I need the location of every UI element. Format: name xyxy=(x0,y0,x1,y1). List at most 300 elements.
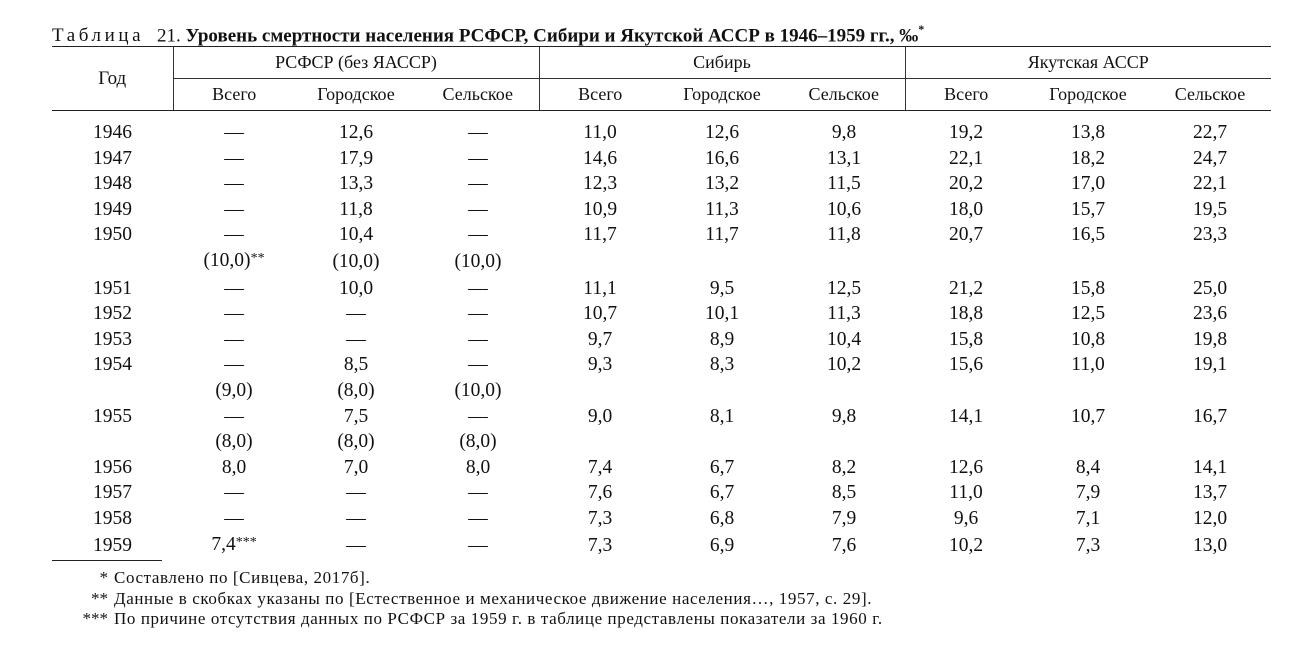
cell-value: 10,7 xyxy=(1070,405,1106,427)
value-cell xyxy=(783,506,905,532)
cell-value: 7,6 xyxy=(587,482,613,504)
cell-value: 11,8 xyxy=(827,224,861,246)
cell-value: — xyxy=(224,224,244,246)
cell-value: 19,1 xyxy=(1192,354,1228,376)
cell-value: — xyxy=(224,173,244,195)
cell-value: 10,1 xyxy=(704,303,740,325)
cell-value: 25,0 xyxy=(1192,277,1228,299)
cell-value: — xyxy=(468,198,488,220)
value-cell xyxy=(1027,301,1149,327)
cell-value: 19,5 xyxy=(1192,198,1228,220)
cell-value: 10,4 xyxy=(826,328,862,350)
value-cell xyxy=(783,455,905,481)
subcol-header: Городское xyxy=(1027,79,1149,111)
cell-value: 16,7 xyxy=(1192,405,1228,427)
cell-value: 14,1 xyxy=(1192,456,1228,478)
value-cell xyxy=(295,506,417,532)
value-cell xyxy=(417,506,539,532)
cell-value: 13,7 xyxy=(1192,482,1228,504)
cell-value: 9,6 xyxy=(953,507,979,529)
value-cell xyxy=(295,404,417,430)
value-cell xyxy=(539,506,661,532)
value-cell xyxy=(295,480,417,506)
cell-value: 11,0 xyxy=(949,482,983,504)
value-cell xyxy=(1027,455,1149,481)
value-cell xyxy=(417,327,539,353)
value-cell xyxy=(661,222,783,248)
value-cell xyxy=(661,378,783,404)
value-cell xyxy=(417,248,539,276)
cell-value: — xyxy=(468,507,488,529)
subcol-header: Сельское xyxy=(417,79,539,111)
cell-value: 6,7 xyxy=(709,482,735,504)
value-cell xyxy=(539,429,661,455)
value-cell xyxy=(295,301,417,327)
value-cell xyxy=(661,404,783,430)
value-cell xyxy=(1149,327,1271,353)
value-cell xyxy=(295,532,417,560)
subcol-header: Всего xyxy=(173,79,295,111)
group-header-yakut: Якутская АССР xyxy=(905,47,1271,79)
cell-value: (10,0) xyxy=(454,379,502,401)
cell-value: 18,2 xyxy=(1070,147,1106,169)
cell-value: 13,8 xyxy=(1070,122,1106,143)
value-cell xyxy=(173,429,295,455)
value-cell xyxy=(173,532,295,560)
value-cell xyxy=(905,171,1027,197)
value-cell xyxy=(173,248,295,276)
value-cell xyxy=(783,404,905,430)
value-cell xyxy=(1149,506,1271,532)
value-cell xyxy=(539,248,661,276)
value-cell xyxy=(661,327,783,353)
cell-value: 23,3 xyxy=(1192,224,1228,246)
cell-value: 9,8 xyxy=(831,405,857,427)
value-cell xyxy=(1149,429,1271,455)
value-cell xyxy=(661,429,783,455)
value-cell xyxy=(1027,197,1149,223)
year-cell: 1957 xyxy=(93,482,132,504)
table-row xyxy=(52,480,1271,506)
value-cell xyxy=(417,222,539,248)
table-row xyxy=(52,171,1271,197)
group-header-siberia: Сибирь xyxy=(539,47,905,79)
cell-value: 6,8 xyxy=(709,507,735,529)
cell-value: (8,0) xyxy=(337,431,375,453)
cell-value: 13,0 xyxy=(1192,534,1228,556)
value-cell xyxy=(661,506,783,532)
value-cell xyxy=(905,506,1027,532)
cell-value: 8,2 xyxy=(831,456,857,478)
value-cell xyxy=(1027,111,1149,146)
value-cell xyxy=(539,352,661,378)
value-cell xyxy=(539,404,661,430)
value-cell xyxy=(539,455,661,481)
cell-value: 13,3 xyxy=(338,173,374,195)
year-cell: 1951 xyxy=(93,277,132,299)
value-cell xyxy=(173,111,295,146)
cell-value: 22,1 xyxy=(1192,173,1228,195)
value-cell xyxy=(1149,455,1271,481)
cell-value: — xyxy=(224,482,244,504)
value-cell xyxy=(539,171,661,197)
value-cell xyxy=(417,429,539,455)
cell-value: — xyxy=(468,147,488,169)
cell-value: 8,9 xyxy=(709,328,735,350)
year-cell: 1959 xyxy=(93,534,132,556)
value-cell xyxy=(905,429,1027,455)
cell-value: 20,7 xyxy=(948,224,984,246)
value-cell xyxy=(539,327,661,353)
cell-value: 11,1 xyxy=(583,277,617,299)
footnote-ref: *** xyxy=(235,534,257,550)
cell-value: — xyxy=(346,507,366,529)
subcol-header: Сельское xyxy=(783,79,905,111)
value-cell xyxy=(905,248,1027,276)
cell-value: 15,6 xyxy=(948,354,984,376)
cell-value: 11,8 xyxy=(339,198,373,220)
cell-value: 15,7 xyxy=(1070,198,1106,220)
cell-value: — xyxy=(224,354,244,376)
value-cell xyxy=(295,171,417,197)
cell-value: 7,0 xyxy=(343,456,369,478)
cell-value: 22,1 xyxy=(948,147,984,169)
cell-value: (10,0) xyxy=(454,250,502,272)
cell-value: 12,6 xyxy=(704,122,740,143)
footnote xyxy=(52,589,1152,610)
value-cell xyxy=(905,222,1027,248)
cell-value: — xyxy=(224,122,244,143)
value-cell xyxy=(783,327,905,353)
value-cell xyxy=(417,378,539,404)
cell-value: — xyxy=(224,507,244,529)
mortality-table xyxy=(52,46,1271,559)
cell-value: 16,6 xyxy=(704,147,740,169)
value-cell xyxy=(1149,197,1271,223)
value-cell xyxy=(173,197,295,223)
value-cell xyxy=(539,111,661,146)
table-row xyxy=(52,197,1271,223)
cell-value: — xyxy=(468,534,488,556)
value-cell xyxy=(1149,480,1271,506)
value-cell xyxy=(417,276,539,302)
cell-value: — xyxy=(468,303,488,325)
cell-value: 10,0 xyxy=(338,277,374,299)
cell-value: 15,8 xyxy=(1070,277,1106,299)
cell-value: 9,5 xyxy=(709,277,735,299)
table-row xyxy=(52,429,1271,455)
value-cell xyxy=(1149,276,1271,302)
value-cell xyxy=(905,455,1027,481)
table-row xyxy=(52,506,1271,532)
table-row xyxy=(52,301,1271,327)
value-cell xyxy=(295,197,417,223)
cell-value: 10,8 xyxy=(1070,328,1106,350)
cell-value: 19,2 xyxy=(948,122,984,143)
footnote xyxy=(52,568,1152,589)
cell-value: 7,5 xyxy=(343,405,369,427)
cell-value: 10,2 xyxy=(948,534,984,556)
footnote-divider xyxy=(52,560,162,561)
table-row xyxy=(52,146,1271,172)
year-cell: 1947 xyxy=(93,147,132,169)
cell-value: 7,4 xyxy=(211,533,236,555)
year-header: Год xyxy=(52,47,173,111)
cell-value: 8,1 xyxy=(709,405,735,427)
cell-value: 23,6 xyxy=(1192,303,1228,325)
value-cell xyxy=(661,352,783,378)
cell-value: (10,0) xyxy=(203,249,251,271)
value-cell xyxy=(1149,378,1271,404)
cell-value: 6,9 xyxy=(709,534,735,556)
cell-value: 10,4 xyxy=(338,224,374,246)
cell-value: 9,3 xyxy=(587,354,613,376)
value-cell xyxy=(173,455,295,481)
cell-value: — xyxy=(224,328,244,350)
value-cell xyxy=(173,352,295,378)
value-cell xyxy=(661,146,783,172)
value-cell xyxy=(173,506,295,532)
cell-value: 9,7 xyxy=(587,328,613,350)
cell-value: 11,0 xyxy=(583,122,617,143)
cell-value: — xyxy=(468,328,488,350)
value-cell xyxy=(173,171,295,197)
cell-value: 11,0 xyxy=(1071,354,1105,376)
value-cell xyxy=(173,222,295,248)
year-cell: 1953 xyxy=(93,328,132,350)
value-cell xyxy=(661,532,783,560)
value-cell xyxy=(295,429,417,455)
table-row xyxy=(52,352,1271,378)
cell-value: 12,5 xyxy=(826,277,862,299)
cell-value: 7,3 xyxy=(587,507,613,529)
value-cell xyxy=(295,222,417,248)
value-cell xyxy=(783,197,905,223)
footnote-text: Данные в скобках указаны по [Естественное и механическое движение населения…, 1957, с. 29]. xyxy=(114,588,873,608)
table-row xyxy=(52,327,1271,353)
value-cell xyxy=(417,480,539,506)
value-cell xyxy=(905,111,1027,146)
value-cell xyxy=(417,146,539,172)
cell-value: 14,6 xyxy=(582,147,618,169)
cell-value: (8,0) xyxy=(337,379,375,401)
value-cell xyxy=(417,171,539,197)
cell-value: 10,9 xyxy=(582,198,618,220)
value-cell xyxy=(905,378,1027,404)
cell-value: — xyxy=(346,303,366,325)
year-cell xyxy=(52,429,173,455)
cell-value: — xyxy=(468,173,488,195)
value-cell xyxy=(173,301,295,327)
value-cell xyxy=(1027,532,1149,560)
value-cell xyxy=(1027,146,1149,172)
table-row xyxy=(52,532,1271,560)
cell-value: — xyxy=(346,482,366,504)
cell-value: — xyxy=(224,198,244,220)
footnote xyxy=(52,609,1152,630)
value-cell xyxy=(1149,111,1271,146)
value-cell xyxy=(295,276,417,302)
cell-value: 7,3 xyxy=(1075,534,1101,556)
cell-value: 18,8 xyxy=(948,303,984,325)
value-cell xyxy=(295,327,417,353)
year-cell: 1952 xyxy=(93,303,132,325)
value-cell xyxy=(1027,429,1149,455)
value-cell xyxy=(295,352,417,378)
table-caption xyxy=(52,18,1282,48)
value-cell xyxy=(1149,146,1271,172)
value-cell xyxy=(173,276,295,302)
value-cell xyxy=(661,248,783,276)
footnotes xyxy=(52,568,1152,630)
value-cell xyxy=(1149,171,1271,197)
cell-value: 17,0 xyxy=(1070,173,1106,195)
subcol-header: Городское xyxy=(295,79,417,111)
year-cell: 1946 xyxy=(93,122,132,143)
value-cell xyxy=(661,301,783,327)
cell-value: 8,0 xyxy=(221,456,247,478)
value-cell xyxy=(417,532,539,560)
table-row xyxy=(52,455,1271,481)
cell-value: 9,0 xyxy=(587,405,613,427)
value-cell xyxy=(417,404,539,430)
cell-value: 11,5 xyxy=(827,173,861,195)
cell-value: 22,7 xyxy=(1192,122,1228,143)
value-cell xyxy=(1149,248,1271,276)
cell-value: 7,4 xyxy=(587,456,613,478)
caption-title: Уровень смертности населения РСФСР, Сибири и Якутской АССР в 1946–1959 гг., ‰ xyxy=(185,25,919,47)
value-cell xyxy=(905,404,1027,430)
value-cell xyxy=(1027,248,1149,276)
value-cell xyxy=(173,327,295,353)
cell-value: — xyxy=(346,328,366,350)
cell-value: (8,0) xyxy=(215,431,253,453)
value-cell xyxy=(1149,301,1271,327)
cell-value: — xyxy=(468,277,488,299)
caption-label: Таблица xyxy=(52,25,145,47)
value-cell xyxy=(661,276,783,302)
value-cell xyxy=(539,197,661,223)
cell-value: 8,5 xyxy=(343,354,369,376)
year-cell: 1948 xyxy=(93,173,132,195)
cell-value: 11,3 xyxy=(705,198,739,220)
header-row-subcols xyxy=(52,79,1271,111)
value-cell xyxy=(783,378,905,404)
cell-value: 13,1 xyxy=(826,147,862,169)
cell-value: 20,2 xyxy=(948,173,984,195)
value-cell xyxy=(295,248,417,276)
cell-value: 8,5 xyxy=(831,482,857,504)
footnote-ref: ** xyxy=(250,250,265,266)
value-cell xyxy=(1027,171,1149,197)
value-cell xyxy=(783,146,905,172)
cell-value: 7,6 xyxy=(831,534,857,556)
value-cell xyxy=(539,222,661,248)
caption-number: 21. xyxy=(156,25,181,47)
table-row xyxy=(52,378,1271,404)
cell-value: 8,4 xyxy=(1075,456,1101,478)
value-cell xyxy=(417,111,539,146)
cell-value: 24,7 xyxy=(1192,147,1228,169)
cell-value: — xyxy=(468,122,488,143)
cell-value: 12,5 xyxy=(1070,303,1106,325)
footnote-mark: ** xyxy=(91,588,108,608)
group-header-rsfsr: РСФСР (без ЯАССР) xyxy=(173,47,539,79)
footnote-mark: * xyxy=(99,568,108,587)
cell-value: 7,3 xyxy=(587,534,613,556)
cell-value: 13,2 xyxy=(704,173,740,195)
value-cell xyxy=(1027,378,1149,404)
value-cell xyxy=(1027,404,1149,430)
cell-value: 10,6 xyxy=(826,198,862,220)
cell-value: — xyxy=(468,482,488,504)
footnote-text: По причине отсутствия данных по РСФСР за 1959 г. в таблице представлены показатели за 1960 г. xyxy=(114,609,883,628)
year-cell: 1955 xyxy=(93,405,132,427)
value-cell xyxy=(1149,404,1271,430)
value-cell xyxy=(905,352,1027,378)
table-row xyxy=(52,222,1271,248)
value-cell xyxy=(1149,532,1271,560)
cell-value: 7,1 xyxy=(1075,507,1101,529)
cell-value: 11,7 xyxy=(705,224,739,246)
value-cell xyxy=(417,301,539,327)
cell-value: 7,9 xyxy=(1075,482,1101,504)
value-cell xyxy=(783,429,905,455)
value-cell xyxy=(783,532,905,560)
cell-value: — xyxy=(468,405,488,427)
value-cell xyxy=(783,352,905,378)
caption-footnote-mark: * xyxy=(918,22,925,36)
year-cell: 1954 xyxy=(93,354,132,376)
table-row xyxy=(52,111,1271,146)
value-cell xyxy=(783,276,905,302)
cell-value: 6,7 xyxy=(709,456,735,478)
value-cell xyxy=(539,480,661,506)
value-cell xyxy=(295,111,417,146)
value-cell xyxy=(417,197,539,223)
value-cell xyxy=(539,301,661,327)
value-cell xyxy=(173,146,295,172)
value-cell xyxy=(661,455,783,481)
value-cell xyxy=(905,197,1027,223)
value-cell xyxy=(783,301,905,327)
cell-value: — xyxy=(468,224,488,246)
year-cell: 1958 xyxy=(93,507,132,529)
table-body xyxy=(52,111,1271,560)
cell-value: 16,5 xyxy=(1070,224,1106,246)
table-row xyxy=(52,404,1271,430)
year-cell: 1950 xyxy=(93,224,132,246)
value-cell xyxy=(661,111,783,146)
value-cell xyxy=(417,352,539,378)
table-row xyxy=(52,276,1271,302)
footnote-text: Составлено по [Сивцева, 2017б]. xyxy=(114,568,371,587)
cell-value: 14,1 xyxy=(948,405,984,427)
value-cell xyxy=(905,480,1027,506)
cell-value: — xyxy=(224,277,244,299)
subcol-header: Всего xyxy=(905,79,1027,111)
value-cell xyxy=(783,248,905,276)
cell-value: — xyxy=(224,405,244,427)
value-cell xyxy=(173,378,295,404)
cell-value: 11,7 xyxy=(583,224,617,246)
cell-value: 18,0 xyxy=(948,198,984,220)
value-cell xyxy=(539,378,661,404)
value-cell xyxy=(539,276,661,302)
cell-value: 15,8 xyxy=(948,328,984,350)
value-cell xyxy=(1027,352,1149,378)
cell-value: 10,2 xyxy=(826,354,862,376)
